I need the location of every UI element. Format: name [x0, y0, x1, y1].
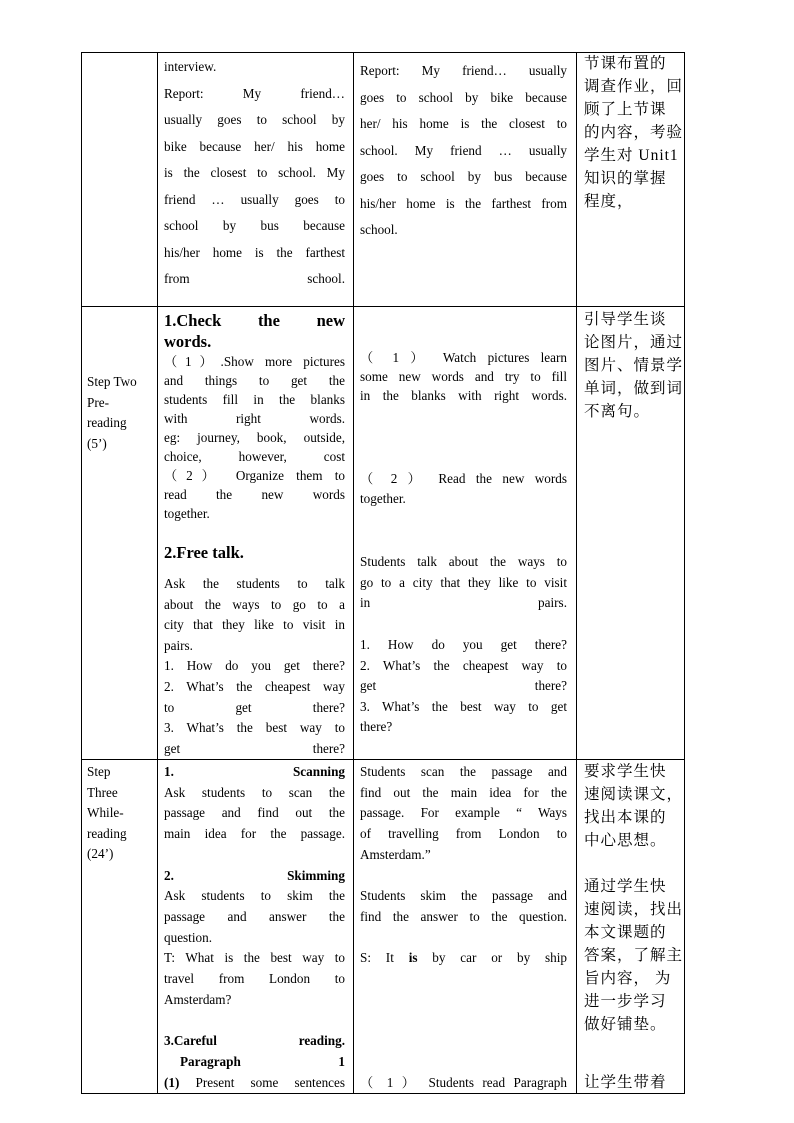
row3-step-label: Step Three While- reading (24’) — [87, 764, 127, 862]
row1-student-text: Report: My friend… usually goes to school by bike because her/ his home is the closest to school. My friend … usually goes to school by bus because his/her home is the farthest from school. — [360, 63, 567, 237]
row2-student-step1: （ 1 ） Watch pictures learn some new words and try to fill in the blanks with right words. — [360, 350, 567, 403]
row2-teacher-free-talk: Ask the students to talk about the ways to go to a city that they like to visit in pairs. 1. How do you get there? 2. What’s the cheapest way to get there? 3. What’s the best way to get there? — [164, 576, 345, 756]
column-divider-3 — [576, 52, 577, 1093]
column-divider-1 — [157, 52, 158, 1093]
row2-student-step2: （ 2 ） Read the new words together. — [360, 471, 567, 506]
row3-purpose-text: 要求学生快 速阅读课文， 找出本课的 中心思想。 通过学生快 速阅读，找出 本文课题的 答案，了解主 旨内容， 为 进一步学习 做好铺垫。 — [584, 763, 684, 1033]
row2-teacher-step1: （1）.Show more pictures and things to get the students fill in the blanks with right words. eg: journey, book, outside, choice, however, cost （2） Organize them to read the new words together. — [164, 354, 345, 521]
row2-purpose-text: 引导学生谈 论图片，通过 图片、情景学 单词，做到词 不离句。 — [584, 311, 684, 420]
row-divider-1 — [81, 306, 685, 307]
row3-purpose-text-bottom: 让学生带着 — [584, 1074, 667, 1091]
column-divider-2 — [353, 52, 354, 1093]
row1-purpose-text: 节课布置的 调查作业，回 顾了上节课 的内容，考验 学生对 Unit1 知识的掌握 程度， — [584, 55, 684, 210]
row2-student-questions: 1. How do you get there? 2. What’s the cheapest way to get there? 3. What’s the best way to get there? — [360, 637, 567, 735]
table-border-right — [684, 52, 685, 1093]
table-border-left — [81, 52, 82, 1093]
row2-step-label: Step Two Pre- reading (5’) — [87, 374, 137, 451]
row2-student-free-talk: Students talk about the ways to go to a city that they like to visit in pairs. — [360, 554, 567, 611]
row2-teacher-heading-free-talk: 2.Free talk. — [164, 543, 244, 562]
row1-teacher-text: interview. Report: My friend… usually goes to school by bike because her/ his home is the closest to school. My friend … usually goes to school by bus because his/her home is the farthest from school. — [164, 59, 345, 286]
row3-student-text: Students scan the passage and find out the main idea for the passage. For example “ Ways of travelling from London to Amsterdam.” Students skim the passage and find the answer to the question. S: It is by car or by ship （ 1 ） Students read Paragraph — [360, 764, 567, 1090]
row3-teacher-text: 1. Scanning Ask students to scan the passage and find out the main idea for the passage. 2. Skimming Ask students to skim the passage and answer the question. T: What is the best way to travel from London to Amsterdam? 3.Careful reading. Paragraph 1 (1) Present some sentences — [164, 764, 345, 1090]
row2-teacher-heading-check-words: 1.Check the new words. — [164, 311, 345, 351]
